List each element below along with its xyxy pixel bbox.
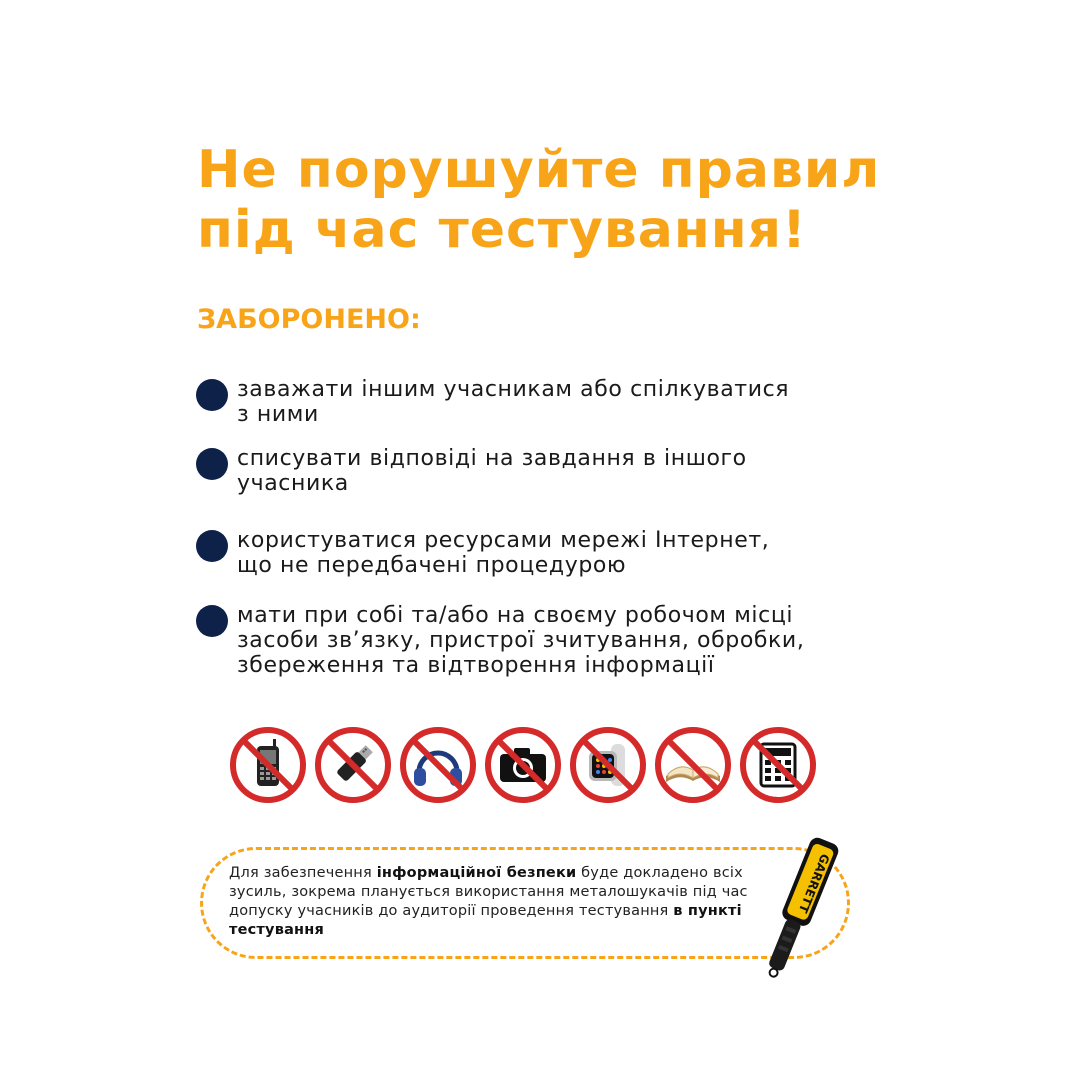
bullet-icon: [196, 379, 228, 411]
title-line-1: Не порушуйте правил: [197, 140, 881, 200]
no-calculator-icon: [739, 726, 817, 804]
no-mobile-phone-icon: [229, 726, 307, 804]
bullet-icon: [196, 605, 228, 637]
title-line-2: під час тестування!: [197, 200, 807, 260]
no-smartwatch-icon: [569, 726, 647, 804]
detector-brand-label: GARRETT: [795, 851, 833, 915]
rule-text: [237, 446, 857, 496]
rule-text: [237, 528, 857, 578]
notice-bold-text: в пункті тестування: [229, 903, 742, 938]
rule-line: засоби зв’язку, пристрої зчитування, обробки,: [237, 628, 805, 653]
security-notice-text: [229, 864, 785, 940]
rule-line: мати при собі та/або на своєму робочом місці: [237, 603, 794, 628]
rule-line: що не передбачені процедурою: [237, 553, 627, 578]
notice-bold-text: інформаційної безпеки: [376, 865, 577, 881]
bullet-icon: [196, 530, 228, 562]
rule-line: списувати відповіді на завдання в іншого: [237, 446, 747, 471]
prohibited-items-row: [229, 726, 817, 804]
no-headphones-icon: [399, 726, 477, 804]
notice-text-part: буде докладено всіх зусиль, зокрема планується використання металошукачів під час допуску учасників до аудиторії проведення тестування: [229, 865, 748, 919]
notice-text-part: Для забезпечення: [229, 865, 377, 881]
no-book-icon: [654, 726, 732, 804]
metal-detector-image: [760, 830, 840, 994]
rule-line: заважати іншим учасникам або спілкуватися: [237, 377, 790, 402]
bullet-icon: [196, 448, 228, 480]
rule-text: [237, 603, 857, 678]
rule-line: учасника: [237, 471, 349, 496]
prohibited-heading: ЗАБОРОНЕНО:: [197, 304, 421, 335]
rule-line: з ними: [237, 402, 319, 427]
rule-text: [237, 377, 857, 427]
rule-line: збереження та відтворення інформації: [237, 653, 715, 678]
page-title: [197, 140, 1057, 260]
no-camera-icon: [484, 726, 562, 804]
rule-line: користуватися ресурсами мережі Інтернет,: [237, 528, 770, 553]
no-usb-flash-drive-icon: [314, 726, 392, 804]
